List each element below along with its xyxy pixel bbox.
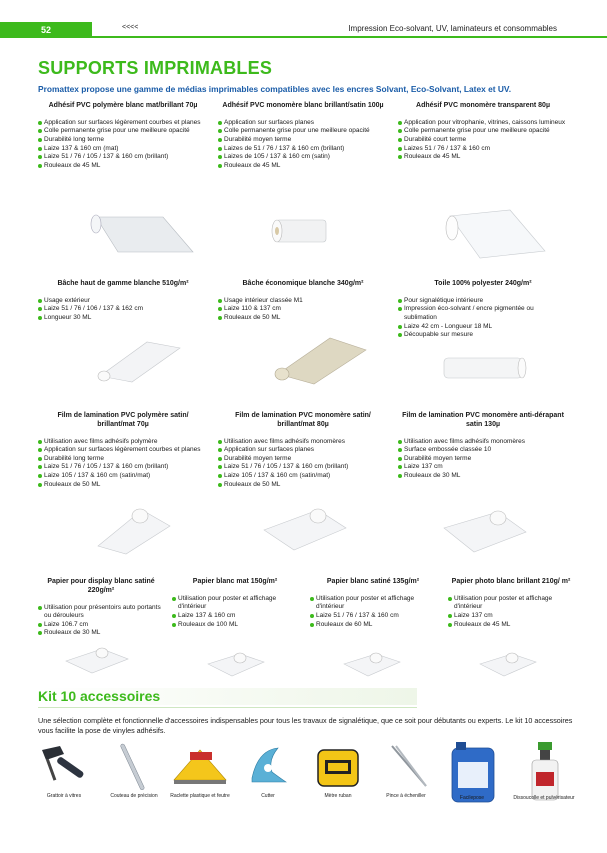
roll-image (92, 334, 182, 384)
product-feature: Utilisation avec films adhésifs monomères (218, 438, 388, 447)
roll-image (340, 650, 404, 678)
section-intro-kit: Une sélection complète et fonctionnelle d'accessoires indispensables pour tous les travaux de signalétique, que ce soit pour débutants ou experts. Le kit 10 accessoires vous facilite la pose de vinyles adhésifs. (38, 716, 573, 735)
accessory-item (104, 742, 164, 842)
product-feature: Colle permanente grise pour une meilleure opacité (218, 127, 388, 136)
product-feature: Usage intérieur classée M1 (218, 297, 388, 306)
product-title: Adhésif PVC polymère blanc mat/brillant 70µ (48, 102, 198, 109)
product-block (38, 412, 208, 489)
product-feature: Laizes 51 / 76 / 137 & 160 cm (398, 145, 568, 154)
product-block (218, 280, 388, 323)
product-feature: Laize 137 cm (448, 612, 574, 621)
product-feature: Usage extérieur (38, 297, 208, 306)
roll-image (476, 650, 540, 678)
accessory-label: Couteau de précision (110, 793, 158, 799)
product-features (172, 595, 298, 629)
accessory-item (308, 742, 368, 842)
product-feature: Rouleaux de 45 ML (218, 162, 388, 171)
product-feature: Rouleaux de 45 ML (398, 153, 568, 162)
product-features (218, 119, 388, 171)
product-block (398, 280, 568, 340)
accessory-label: Cutter (261, 793, 275, 799)
product-feature: Laize 51 / 76 / 105 / 137 & 160 cm (brillant) (38, 463, 208, 472)
product-feature: Utilisation avec films adhésifs polymère (38, 438, 208, 447)
header-title: Impression Eco-solvant, UV, laminateurs et consommables (348, 24, 557, 33)
page-header (0, 22, 607, 38)
product-feature: Rouleaux de 30 ML (38, 629, 164, 638)
product-title: Toile 100% polyester 240g/m² (434, 280, 532, 287)
product-title: Bâche économique blanche 340g/m² (242, 280, 364, 287)
product-feature: Rouleaux de 45 ML (448, 621, 574, 630)
tweezers-icon (376, 742, 436, 790)
product-feature: Rouleaux de 50 ML (218, 481, 388, 490)
product-feature: Laize 51 / 76 / 105 / 137 & 160 cm (brillant) (38, 153, 208, 162)
product-features (218, 438, 388, 490)
product-features (218, 297, 388, 323)
product-feature: Rouleaux de 30 ML (398, 472, 568, 481)
product-feature: Colle permanente grise pour une meilleure opacité (398, 127, 568, 136)
precision-knife-icon (104, 742, 164, 790)
accessory-label: Facilepose (459, 795, 485, 801)
product-feature: Durabilité moyen terme (218, 136, 388, 145)
header-arrows: <<<< (122, 24, 139, 31)
section-title-kit: Kit 10 accessoires (38, 688, 417, 705)
product-feature: Rouleaux de 45 ML (38, 162, 208, 171)
product-feature: Rouleaux de 60 ML (310, 621, 436, 630)
section-intro-supports: Promattex propose une gamme de médias imprimables compatibles avec les encres Solvant, Eco-Solvant, Latex et UV. (38, 84, 512, 94)
product-block (448, 578, 574, 629)
product-feature: Impression éco-solvant / encre pigmentée ou sublimation (398, 305, 568, 322)
product-features (398, 297, 568, 340)
product-title: Film de lamination PVC monomère anti-dérapant satin 130µ (402, 412, 564, 428)
product-block (38, 578, 164, 638)
product-feature: Laize 110 & 137 cm (218, 305, 388, 314)
product-features (398, 119, 568, 162)
product-feature: Application sur surfaces planes (218, 446, 388, 455)
accessory-label: Pince à écheniller (386, 793, 426, 799)
product-feature: Longueur 30 ML (38, 314, 208, 323)
product-feature: Durabilité moyen terme (218, 455, 388, 464)
accessory-item (34, 742, 94, 842)
roll-image (268, 334, 368, 386)
accessory-label: Grattoir à vitres (46, 793, 82, 799)
squeegee-icon (170, 742, 230, 790)
product-feature: Utilisation avec films adhésifs monomères (398, 438, 568, 447)
product-feature: Application sur surfaces légèrement courbes et planes (38, 446, 208, 455)
product-feature: Découpable sur mesure (398, 331, 568, 340)
product-feature: Durabilité long terme (38, 455, 208, 464)
product-features (38, 438, 208, 490)
accessory-item (514, 742, 574, 842)
roll-image (88, 212, 198, 257)
product-feature: Application sur surfaces légèrement courbes et planes (38, 119, 208, 128)
product-feature: Colle permanente grise pour une meilleure opacité (38, 127, 208, 136)
product-feature: Rouleaux de 100 ML (172, 621, 298, 630)
accessory-label: Dissoucolle et pulvérisateur (513, 795, 575, 801)
product-feature: Laize 137 & 160 cm (mat) (38, 145, 208, 154)
product-feature: Utilisation pour poster et affichage d'intérieur (310, 595, 436, 612)
cutter-icon (238, 742, 298, 790)
product-features (38, 604, 164, 638)
product-title: Film de lamination PVC polymère satin/ brillant/mat 70µ (57, 412, 189, 428)
product-title: Adhésif PVC monomère transparent 80µ (416, 102, 550, 109)
product-feature: Durabilité long terme (38, 136, 208, 145)
product-feature: Laizes de 51 / 76 / 137 & 160 cm (brillant) (218, 145, 388, 154)
roll-image (92, 506, 172, 556)
accessory-item (442, 742, 502, 842)
accessory-label: Mètre ruban (324, 793, 352, 799)
roll-image (268, 214, 330, 246)
product-feature: Durabilité court terme (398, 136, 568, 145)
product-feature: Laize 105 / 137 & 160 cm (satin/mat) (38, 472, 208, 481)
product-feature: Pour signalétique intérieure (398, 297, 568, 306)
product-feature: Application pour vitrophanie, vitrines, caissons lumineux (398, 119, 568, 128)
roll-image (440, 206, 550, 261)
product-feature: Rouleaux de 50 ML (38, 481, 208, 490)
product-features (398, 438, 568, 481)
section-divider (38, 707, 417, 708)
page-number: 52 (0, 22, 92, 38)
section-title-supports: SUPPORTS IMPRIMABLES (38, 58, 273, 78)
product-block (218, 412, 388, 489)
product-features (448, 595, 574, 629)
product-title: Film de lamination PVC monomère satin/ brillant/mat 80µ (235, 412, 371, 428)
product-title: Papier blanc mat 150g/m² (192, 578, 278, 585)
product-title: Papier pour display blanc satiné 220g/m² (47, 578, 155, 594)
product-block (38, 102, 208, 170)
product-feature: Laize 137 cm (398, 463, 568, 472)
accessory-item (238, 742, 298, 842)
product-block (38, 280, 208, 323)
roll-image (438, 352, 528, 384)
product-feature: Laize 51 / 76 / 106 / 137 & 162 cm (38, 305, 208, 314)
product-block (398, 102, 568, 162)
product-feature: Surface embossée classée 10 (398, 446, 568, 455)
product-feature: Laize 106.7 cm (38, 621, 164, 630)
product-feature: Utilisation pour poster et affichage d'intérieur (448, 595, 574, 612)
product-feature: Laize 51 / 76 / 137 & 160 cm (310, 612, 436, 621)
roll-image (438, 508, 528, 554)
product-title: Adhésif PVC monomère blanc brillant/satin 100µ (222, 102, 384, 109)
product-feature: Rouleaux de 50 ML (218, 314, 388, 323)
product-block (172, 578, 298, 629)
product-block (398, 412, 568, 481)
product-block (310, 578, 436, 629)
roll-image (62, 645, 132, 675)
product-feature: Application sur surfaces planes (218, 119, 388, 128)
tape-measure-icon (308, 742, 368, 790)
product-features (38, 119, 208, 171)
product-feature: Utilisation pour poster et affichage d'intérieur (172, 595, 298, 612)
product-feature: Laize 137 & 160 cm (172, 612, 298, 621)
product-feature: Utilisation pour présentoirs auto portants ou dérouleurs (38, 604, 164, 621)
product-feature: Laizes de 105 / 137 & 160 cm (satin) (218, 153, 388, 162)
product-title: Bâche haut de gamme blanche 510g/m² (57, 280, 189, 287)
roll-image (204, 650, 268, 678)
product-feature: Durabilité moyen terme (398, 455, 568, 464)
product-block (218, 102, 388, 170)
product-features (38, 297, 208, 323)
accessory-item (376, 742, 436, 842)
accessory-label: Raclette plastique et feutre (170, 793, 230, 799)
product-title: Papier photo blanc brillant 210g/ m² (451, 578, 571, 585)
product-title: Papier blanc satiné 135g/m² (326, 578, 420, 585)
scraper-icon (34, 742, 94, 790)
roll-image (258, 506, 348, 554)
product-feature: Laize 51 / 76 / 105 / 137 & 160 cm (brillant) (218, 463, 388, 472)
accessory-item (170, 742, 230, 842)
product-features (310, 595, 436, 629)
product-feature: Laize 42 cm - Longueur 18 ML (398, 323, 568, 332)
product-feature: Laize 105 / 137 & 160 cm (satin/mat) (218, 472, 388, 481)
